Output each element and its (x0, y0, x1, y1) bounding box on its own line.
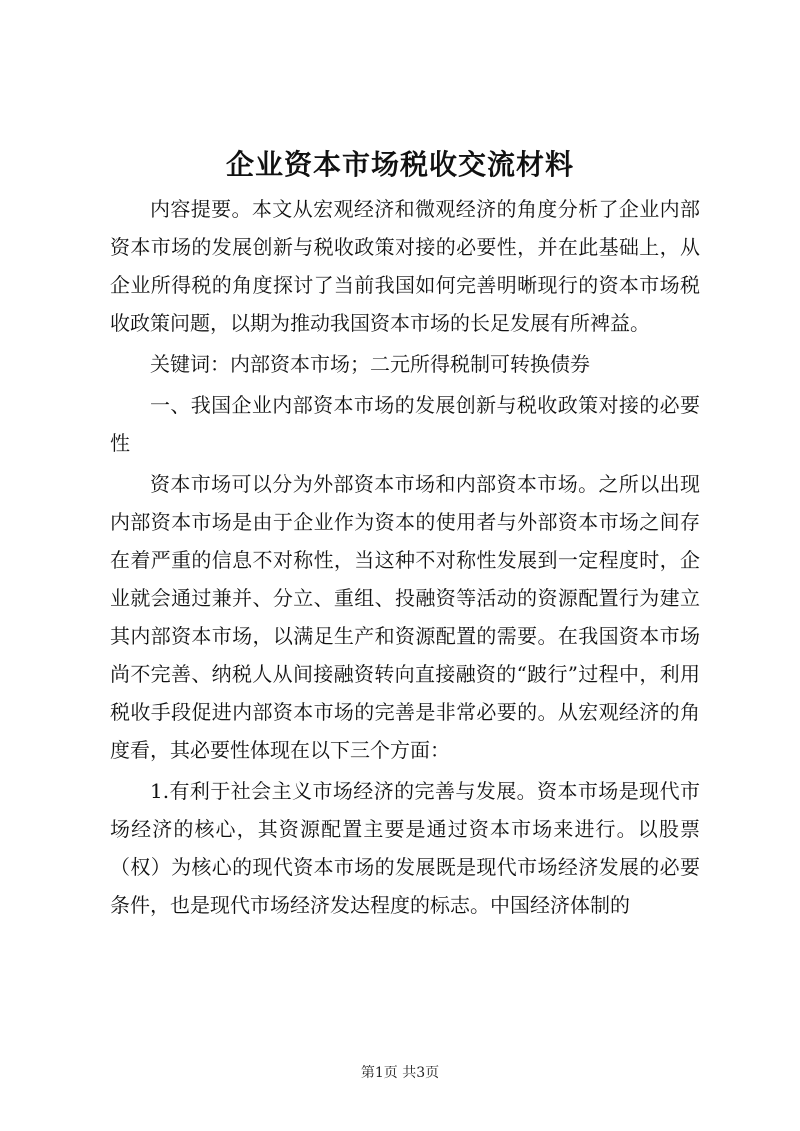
keywords-paragraph: 关键词：内部资本市场；二元所得税制可转换债券 (150, 352, 590, 376)
body-paragraph: 资本市场可以分为外部资本市场和内部资本市场。之所以出现内部资本市场是由于企业作为资本的使用者与外部资本市场之间存在着严重的信息不对称性，当这种不对称性发展到一定程度时，企业就会通过兼并、分立、重组、投融资等活动的资源配置行为建立其内部资本市场，以满足生产和资源配置的需要。在我国资本市场尚不完善、纳税人从间接融资转向直接融资的“跛行”过程中，利用税收手段促进内部资本市场的完善是非常必要的。从宏观经济的角度看，其必要性体现在以下三个方面： (110, 472, 700, 762)
document-title: 企业资本市场税收交流材料 (225, 148, 574, 181)
page-footer: 第1页 共3页 (360, 1065, 440, 1081)
abstract-paragraph: 内容提要。本文从宏观经济和微观经济的角度分析了企业内部资本市场的发展创新与税收政策对接的必要性，并在此基础上，从企业所得税的角度探讨了当前我国如何完善明晰现行的资本市场税收政策问题，以期为推动我国资本市场的长足发展有所裨益。 (110, 197, 700, 335)
document-body (110, 190, 700, 927)
section-heading: 一、我国企业内部资本市场的发展创新与税收政策对接的必要性 (110, 393, 700, 455)
body-paragraph: 1.有利于社会主义市场经济的完善与发展。资本市场是现代市场经济的核心，其资源配置主要是通过资本市场来进行。以股票（权）为核心的现代资本市场的发展既是现代市场经济发展的必要条件，也是现代市场经济发达程度的标志。中国经济体制的 (110, 779, 700, 917)
